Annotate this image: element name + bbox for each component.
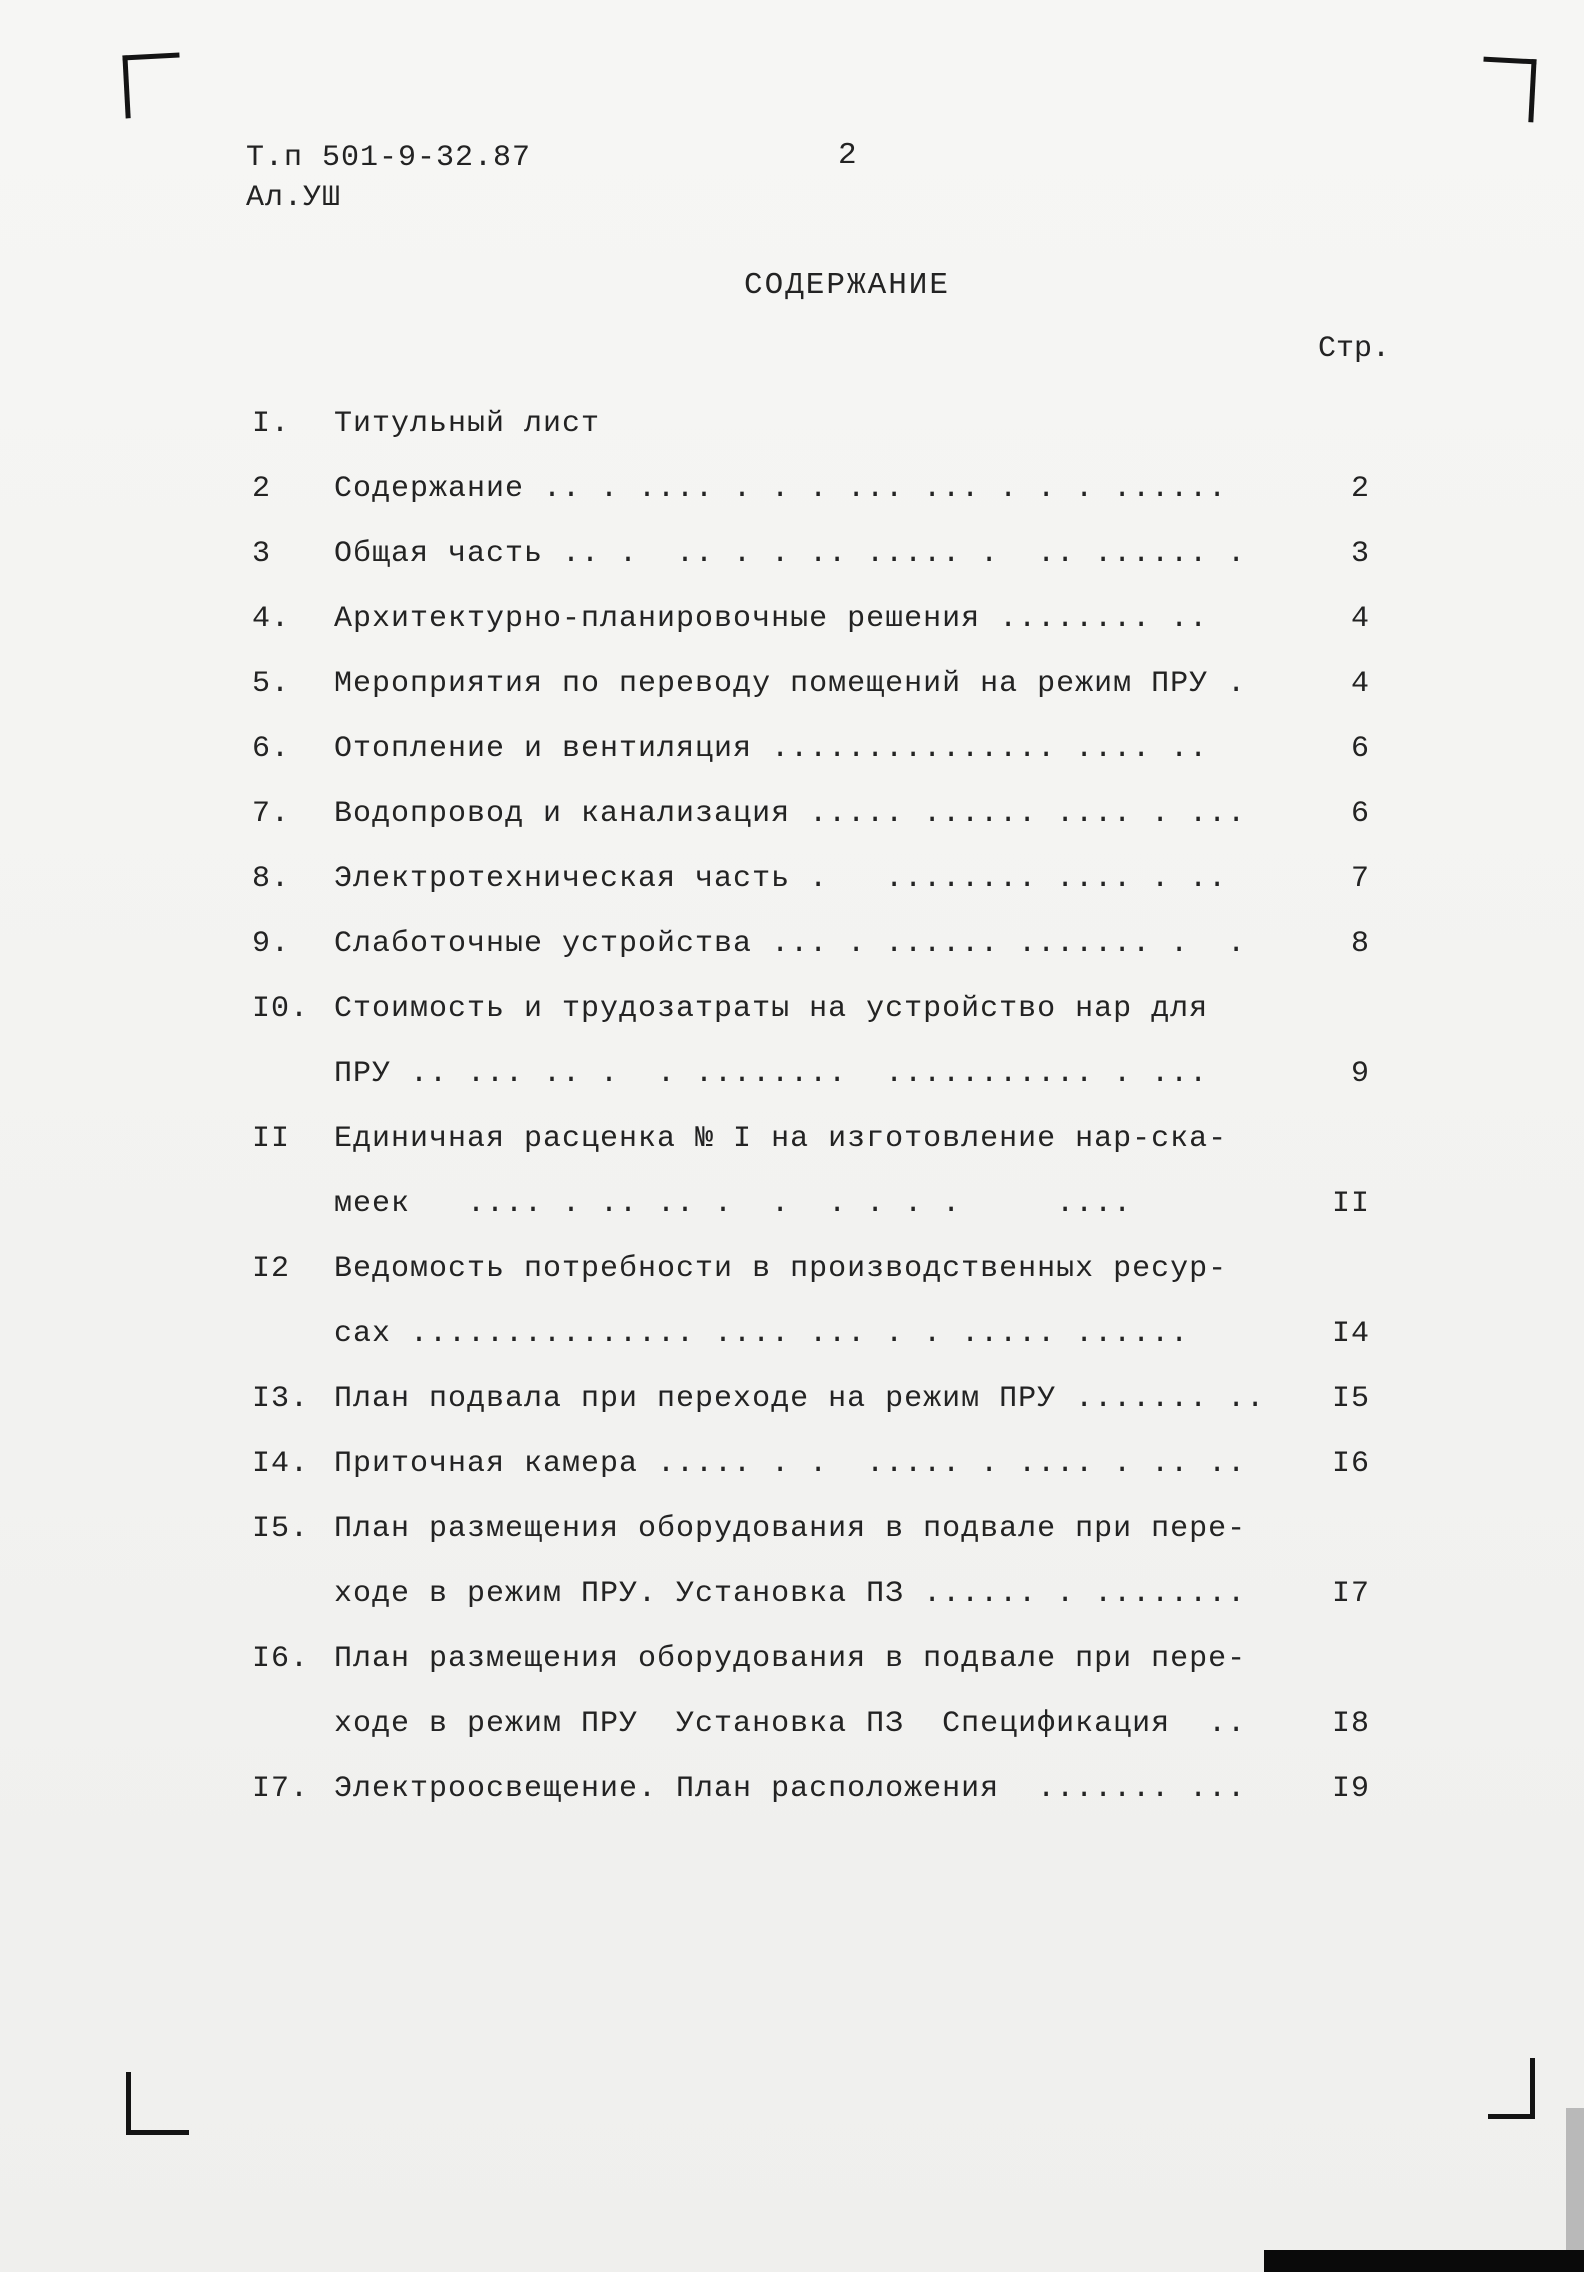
toc-entry-title-line: Стоимость и трудозатраты на устройство нар для [334, 992, 1209, 1026]
toc-entry-title [334, 1107, 1278, 1237]
toc-entry [252, 717, 1370, 782]
toc-entry [252, 457, 1370, 522]
crop-mark-top-left [122, 53, 182, 119]
toc-entry [252, 587, 1370, 652]
toc-entry-title-line: Общая часть .. . .. . . .. ..... . .. ...... . [334, 537, 1247, 571]
toc-entry-number: 6. [252, 732, 291, 766]
crop-mark-bottom-right [1488, 2058, 1535, 2119]
toc-entry-title-line: ходе в режим ПРУ Установка ПЗ Спецификация .. [334, 1707, 1247, 1741]
toc-entry-title [334, 1757, 1278, 1822]
toc-entry-number: 7. [252, 797, 291, 831]
toc-entry-number: 9. [252, 927, 291, 961]
toc-entry-number: II [252, 1122, 291, 1156]
toc-entry-page: I5 [1331, 1382, 1370, 1416]
toc-entry-page: 9 [1350, 1057, 1370, 1091]
toc-entry-number: I3. [252, 1382, 310, 1416]
toc-entry-title [334, 847, 1278, 912]
toc-entry-page: II [1331, 1187, 1370, 1221]
toc-entry [252, 1497, 1370, 1627]
toc-entry [252, 1367, 1370, 1432]
toc-entry-page: I4 [1331, 1317, 1370, 1351]
toc-entry-title-line: сах ............... .... ... . . ..... ...... [334, 1317, 1190, 1351]
toc-entry-page: 8 [1350, 927, 1370, 961]
toc-entry-title-line: План размещения оборудования в подвале при пере- [334, 1642, 1247, 1676]
toc-entry [252, 652, 1370, 717]
toc-entries [252, 392, 1370, 1822]
toc-entry-page: 6 [1350, 732, 1370, 766]
toc-entry-title-line: Слаботочные устройства ... . ...... ....... . . [334, 927, 1247, 961]
toc-entry-number: 8. [252, 862, 291, 896]
toc-entry-number: I0. [252, 992, 310, 1026]
toc-entry-number: 3 [252, 537, 272, 571]
toc-entry [252, 1757, 1370, 1822]
toc-entry-title [334, 587, 1278, 652]
toc-entry-title-line: Отопление и вентиляция ............... .... .. [334, 732, 1209, 766]
toc-entry-number: 2 [252, 472, 272, 506]
toc-entry-title [334, 1432, 1278, 1497]
toc-entry [252, 977, 1370, 1107]
toc-entry-title-line: План размещения оборудования в подвале при пере- [334, 1512, 1247, 1546]
toc-entry [252, 847, 1370, 912]
toc-entry-title [334, 717, 1278, 782]
toc-entry-title [334, 977, 1278, 1107]
toc-entry-number: I7. [252, 1772, 310, 1806]
page-number: 2 [838, 138, 857, 173]
toc-entry-title-line: ходе в режим ПРУ. Установка ПЗ ...... . ........ [334, 1577, 1247, 1611]
page-column-header: Стр. [1318, 332, 1391, 366]
toc-entry-page: 7 [1350, 862, 1370, 896]
toc-entry [252, 782, 1370, 847]
doc-code: Т.п 501-9-32.87 [246, 141, 532, 175]
toc-title: СОДЕРЖАНИЕ [743, 268, 951, 303]
toc-entry-title-line: Титульный лист [334, 407, 601, 441]
toc-entry-page: I8 [1331, 1707, 1370, 1741]
document-header [246, 138, 531, 218]
toc-entry-title-line: Электроосвещение. План расположения ....... ... [334, 1772, 1247, 1806]
toc-entry-title-line: Ведомость потребности в производственных ресур- [334, 1252, 1228, 1286]
toc-entry-title-line: Электротехническая часть . ........ .... . .. [334, 862, 1228, 896]
toc-entry-title-line: меек .... . .. .. . . . . . . .... [334, 1187, 1133, 1221]
toc-entry [252, 1432, 1370, 1497]
toc-entry-page: 2 [1350, 472, 1370, 506]
toc-entry-title-line: Содержание .. . .... . . . ... ... . . . ...... [334, 472, 1228, 506]
toc-entry-title-line: Приточная камера ..... . . ..... . .... . .. .. [334, 1447, 1247, 1481]
toc-entry-title [334, 1367, 1278, 1432]
scan-artifact-black-bar [1264, 2250, 1584, 2272]
toc-entry-title [334, 1497, 1278, 1627]
crop-mark-top-right [1480, 57, 1536, 123]
toc-entry-page: I9 [1331, 1772, 1370, 1806]
toc-entry-number: I5. [252, 1512, 310, 1546]
scan-artifact-gray-strip [1566, 2108, 1584, 2258]
toc-entry-title [334, 1627, 1278, 1757]
toc-entry-title [334, 457, 1278, 522]
toc-entry-title-line: План подвала при переходе на режим ПРУ ....... .. [334, 1382, 1266, 1416]
toc-entry-number: I. [252, 407, 291, 441]
toc-entry-number: 5. [252, 667, 291, 701]
toc-entry-title-line: Архитектурно-планировочные решения ........ .. [334, 602, 1209, 636]
toc-entry [252, 1107, 1370, 1237]
toc-entry-title [334, 652, 1278, 717]
toc-entry [252, 1627, 1370, 1757]
doc-series: Ал.УШ [246, 181, 342, 215]
toc-entry-page: 3 [1350, 537, 1370, 571]
toc-entry-title-line: ПРУ .. ... .. . . ........ ........... . ... [334, 1057, 1209, 1091]
toc-entry-number: I2 [252, 1252, 291, 1286]
toc-entry-number: 4. [252, 602, 291, 636]
toc-entry-title [334, 522, 1278, 587]
toc-entry-title-line: Единичная расценка № I на изготовление нар-ска- [334, 1122, 1228, 1156]
toc-entry-title-line: Мероприятия по переводу помещений на режим ПРУ . [334, 667, 1247, 701]
toc-entry-title [334, 782, 1278, 847]
toc-entry-title [334, 1237, 1278, 1367]
toc-entry [252, 912, 1370, 977]
toc-entry [252, 392, 1370, 457]
toc-entry [252, 522, 1370, 587]
toc-entry-page: I7 [1331, 1577, 1370, 1611]
crop-mark-bottom-left [126, 2072, 189, 2135]
toc-entry-page: I6 [1331, 1447, 1370, 1481]
toc-entry-title [334, 912, 1278, 977]
toc-entry-page: 6 [1350, 797, 1370, 831]
toc-entry-title [334, 392, 1278, 457]
toc-entry [252, 1237, 1370, 1367]
toc-entry-number: I6. [252, 1642, 310, 1676]
toc-entry-page: 4 [1350, 602, 1370, 636]
toc-entry-number: I4. [252, 1447, 310, 1481]
toc-entry-title-line: Водопровод и канализация ..... ...... .... . ... [334, 797, 1247, 831]
toc-entry-page: 4 [1350, 667, 1370, 701]
